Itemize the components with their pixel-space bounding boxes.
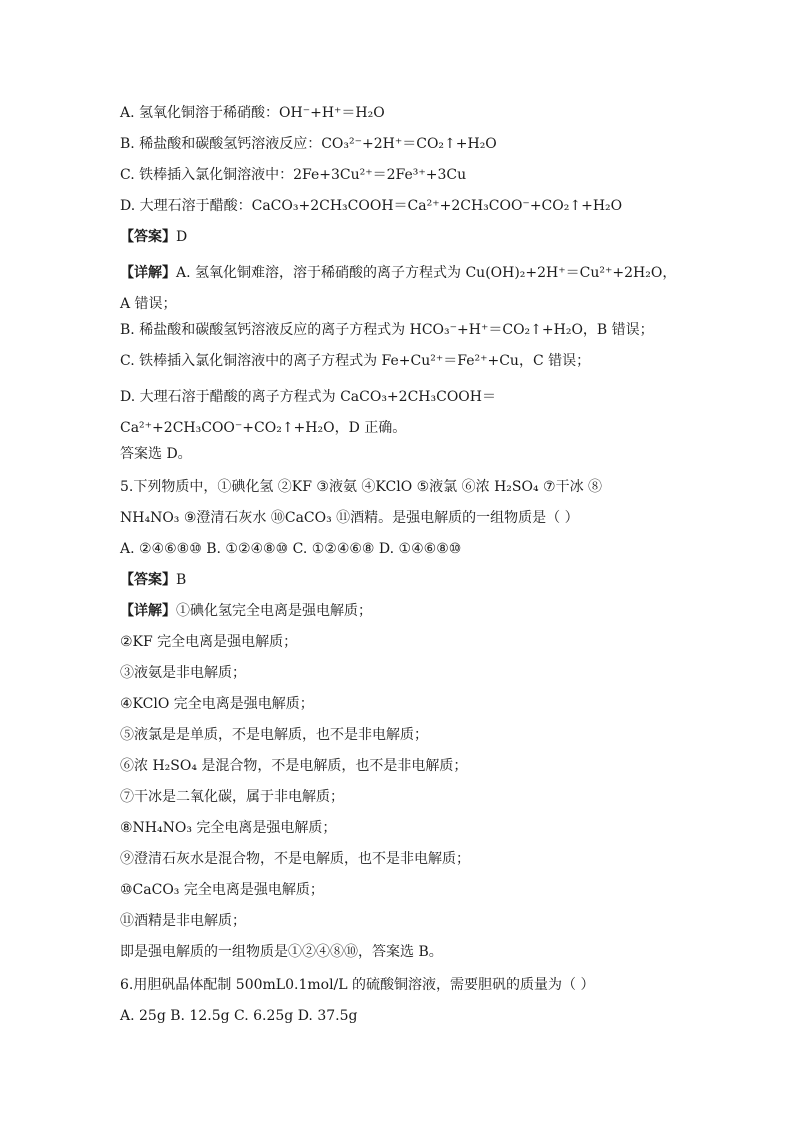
q4-option-c: C. 铁棒插入氯化铜溶液中：2Fe+3Cu²⁺＝2Fe³⁺+3Cu [120,167,467,183]
detail-label: 【详解】 [120,603,176,619]
q5-options: A. ②④⑥⑧⑩ B. ①②④⑧⑩ C. ①②④⑥⑧ D. ①④⑥⑧⑩ [120,541,462,557]
q4-detail-c: C. 铁棒插入氯化铜溶液中的离子方程式为 Fe+Cu²⁺＝Fe²⁺+Cu，C 错误； [120,353,591,369]
q5-detail-item-3: ③液氨是非电解质； [120,665,246,681]
q5-stem-line2: NH₄NO₃ ⑨澄清石灰水 ⑩CaCO₃ ⑪酒精。是强电解质的一组物质是（ ） [120,510,579,526]
q5-detail-item-9: ⑨澄清石灰水是混合物，不是电解质，也不是非电解质； [120,851,470,867]
q5-detail-item-6: ⑥浓 H₂SO₄ 是混合物，不是电解质，也不是非电解质； [120,758,468,774]
q5-detail-item-2: ②KF 完全电离是强电解质； [120,634,298,650]
q4-option-d: D. 大理石溶于醋酸：CaCO₃+2CH₃COOH＝Ca²⁺+2CH₃COO⁻+CO₂↑+H₂O [120,198,623,214]
detail-label: 【详解】 [120,265,176,281]
q4-conclusion: 答案选 D。 [120,446,192,462]
q5-detail-item-4: ④KClO 完全电离是强电解质； [120,696,314,712]
detail-a-text: A. 氢氧化铜难溶，溶于稀硝酸的离子方程式为 Cu(OH)₂+2H⁺＝Cu²⁺+2H₂O，A 错误； [120,265,677,312]
q5-answer [120,570,680,590]
answer-label: 【答案】 [120,229,176,245]
detail-item-text: ①碘化氢完全电离是强电解质； [176,603,372,619]
q6-stem: 6.用胆矾晶体配制 500mL0.1mol/L 的硫酸铜溶液，需要胆矾的质量为（ ） [120,977,595,993]
q5-detail-item-10: ⑩CaCO₃ 完全电离是强电解质； [120,882,324,898]
answer-label: 【答案】 [120,572,176,588]
q4-option-a: A. 氢氧化铜溶于稀硝酸：OH⁻+H⁺＝H₂O [120,105,385,121]
q5-stem-line1: 5.下列物质中，①碘化氢 ②KF ③液氨 ④KClO ⑤液氯 ⑥浓 H₂SO₄ ⑦干冰 ⑧ [120,479,603,495]
q4-detail-b: B. 稀盐酸和碳酸氢钙溶液反应的离子方程式为 HCO₃⁻+H⁺＝CO₂↑+H₂O，B 错误； [120,322,654,338]
q5-conclusion: 即是强电解质的一组物质是①②④⑧⑩，答案选 B。 [120,944,443,960]
q5-detail-item-1 [120,601,680,621]
answer-value: B [176,572,187,588]
q4-answer [120,227,680,247]
q5-detail-item-8: ⑧NH₄NO₃ 完全电离是强电解质； [120,820,337,836]
q5-detail-item-11: ⑪酒精是非电解质； [120,913,246,929]
q4-detail-d: D. 大理石溶于醋酸的离子方程式为 CaCO₃+2CH₃COOH＝Ca²⁺+2CH₃COO⁻+CO₂↑+H₂O，D 正确。 [120,389,496,436]
q4-option-b: B. 稀盐酸和碳酸氢钙溶液反应：CO₃²⁻+2H⁺＝CO₂↑+H₂O [120,136,497,152]
q5-detail-item-5: ⑤液氯是是单质，不是电解质，也不是非电解质； [120,727,428,743]
answer-value: D [176,229,188,245]
q5-detail-item-7: ⑦干冰是二氧化碳，属于非电解质； [120,789,344,805]
q6-options: A. 25g B. 12.5g C. 6.25g D. 37.5g [120,1008,358,1024]
q4-detail-a [120,258,680,320]
